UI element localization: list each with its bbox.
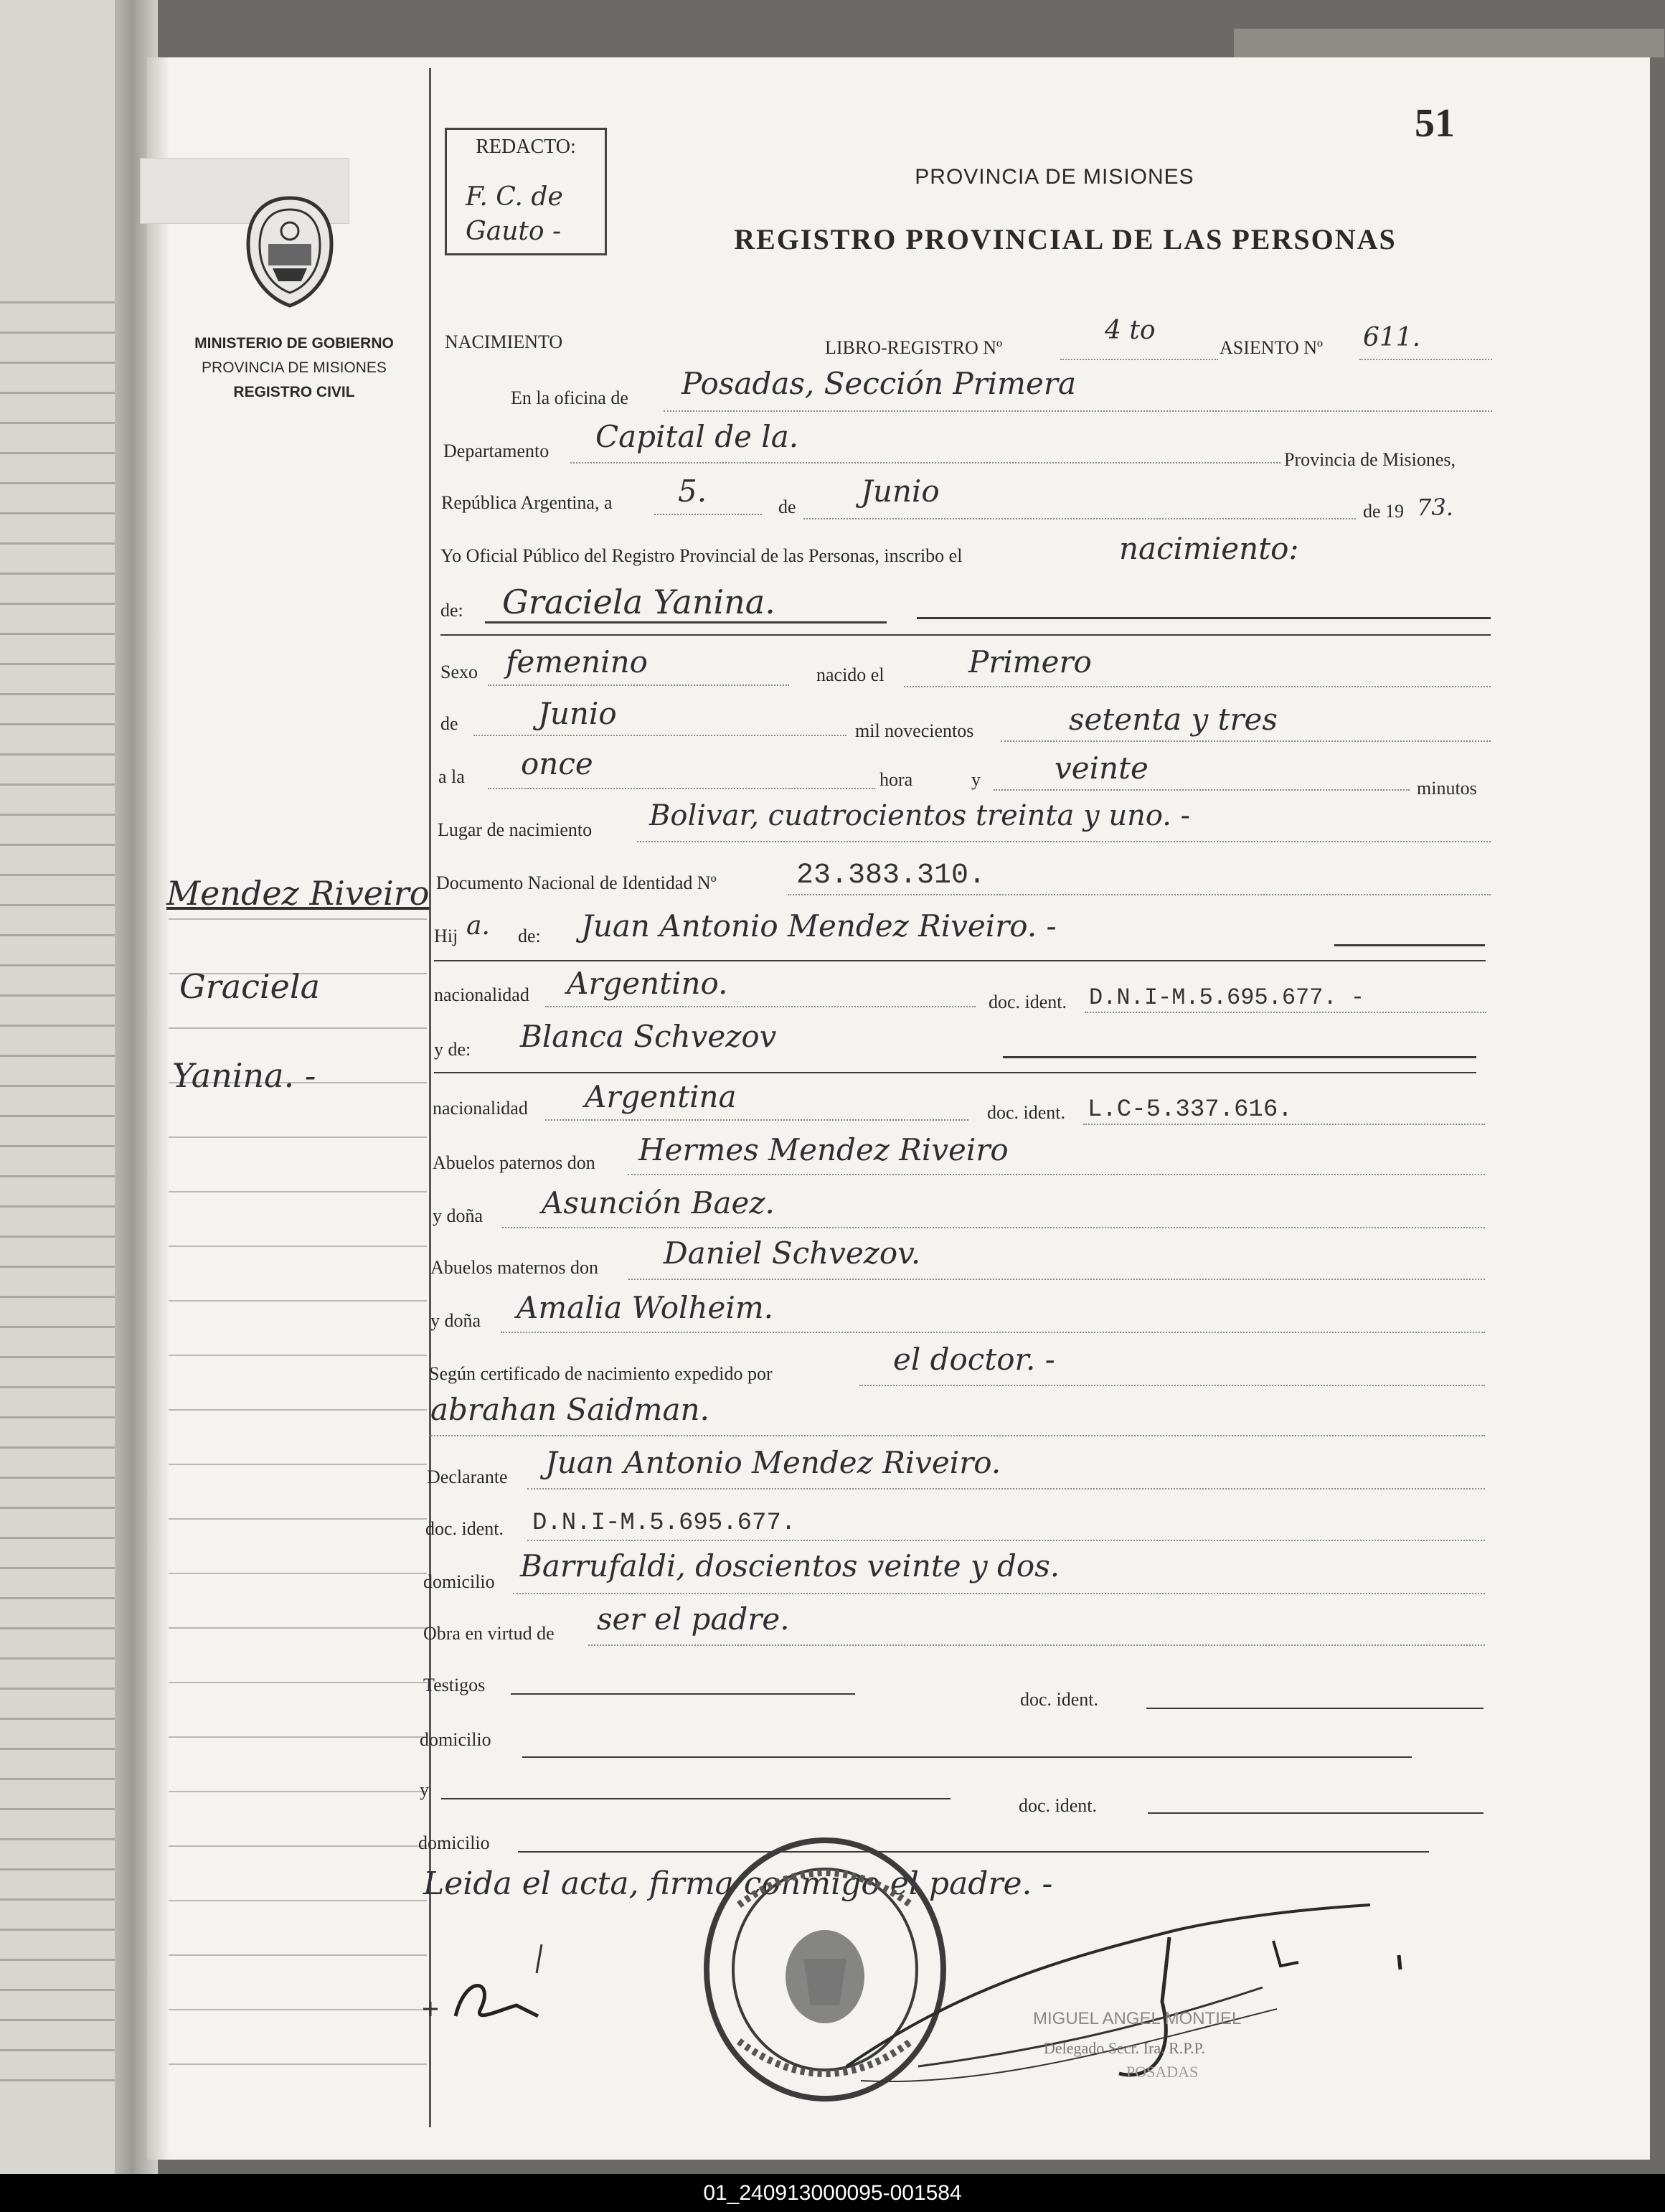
redacto-label: REDACTO: [476,136,576,158]
signatures [416,1901,1506,2109]
redacto-value: F. C. de Gauto - [466,182,563,246]
label-anio: de 19 [1363,501,1405,522]
value-madre: Blanca Schvezov [520,1019,777,1054]
label-doc-ident-madre: doc. ident. [987,1102,1066,1123]
value-abuela-paterna: Asunción Baez. [542,1185,775,1220]
label-abuelos-maternos: Abuelos maternos don [430,1257,598,1278]
label-y-de: y de: [434,1039,471,1060]
label-abuela-materna: y doña [430,1310,481,1331]
value-declarante: Juan Antonio Mendez Riveiro. [545,1445,1001,1480]
official-title: Delegado Secr. Ira. R.P.P. [1044,2039,1205,2057]
ministry-line1: MINISTERIO DE GOBIERNO [194,335,394,352]
label-doc-ident-testigo2: doc. ident. [1019,1795,1098,1816]
value-nombre: Graciela Yanina. [502,583,775,621]
label-domicilio-testigo2: domicilio [418,1832,490,1853]
image-id-footer: 01_240913000095-001584 [0,2174,1665,2212]
value-doc-padre: D.N.I-M.5.695.677. - [1089,984,1365,1011]
label-y-hora: y [971,769,981,790]
margin-second-name: Yanina. - [172,1056,316,1095]
label-de-nombre: de: [440,600,463,621]
label-nacido: nacido el [816,664,885,685]
label-y-testigo2: y [420,1779,429,1800]
value-hijo-letra: a. [466,911,490,941]
label-de-mes: de [778,496,796,517]
label-nacimiento: NACIMIENTO [445,331,563,352]
value-abuelo-materno: Daniel Schvezov. [664,1236,921,1271]
province-heading: PROVINCIA DE MISIONES [915,165,1194,189]
page-number: 51 [1415,101,1455,146]
value-oficina: Posadas, Sección Primera [681,366,1076,401]
value-doc-madre: L.C-5.337.616. [1088,1096,1293,1124]
label-domicilio-testigo1: domicilio [420,1729,491,1750]
ministry-block [165,331,423,405]
label-nacionalidad-madre: nacionalidad [433,1098,528,1119]
value-obra: ser el padre. [597,1601,790,1637]
value-certificado: el doctor. - [893,1342,1055,1377]
label-testigos: Testigos [423,1675,486,1695]
value-dia: 5. [678,474,707,509]
closing-statement: Leida el acta, firma conmigo el padre. - [423,1865,1053,1902]
value-mes: Junio [861,474,940,509]
value-anio: 73. [1417,494,1453,521]
value-abuela-materna: Amalia Wolheim. [517,1290,774,1325]
value-departamento: Capital de la. [595,419,799,454]
value-minutos: veinte [1055,750,1148,786]
label-yo-oficial: Yo Oficial Público del Registro Provincial de las Personas, inscribo el [440,545,963,566]
label-asiento: ASIENTO Nº [1220,337,1324,358]
label-hijo-de: de: [518,926,541,946]
value-nacionalidad-padre: Argentino. [567,966,728,1001]
value-asiento: 611. [1363,323,1421,352]
label-doc-ident-padre: doc. ident. [989,992,1067,1012]
value-inscribo: nacimiento: [1119,531,1299,566]
label-abuelos-paternos: Abuelos paternos don [433,1152,595,1173]
official-name: MIGUEL ANGEL MONTIEL [1033,2009,1242,2028]
label-provincia: Provincia de Misiones, [1284,449,1456,470]
value-nacido: Primero [968,644,1092,679]
label-mil-novecientos: mil novecientos [855,720,974,741]
value-hora: once [521,746,593,781]
registry-heading: REGISTRO PROVINCIAL DE LAS PERSONAS [734,223,1397,255]
value-lugar: Bolivar, cuatrocientos treinta y uno. - [649,799,1191,832]
margin-surname: Mendez Riveiro [166,874,430,913]
cover-edge [1234,29,1664,57]
label-departamento: Departamento [443,441,550,461]
label-declarante: Declarante [427,1467,508,1487]
label-documento: Documento Nacional de Identidad Nº [436,872,717,893]
coat-of-arms-seal [244,194,336,309]
label-segun: Según certificado de nacimiento expedido por [429,1363,773,1384]
value-nacionalidad-madre: Argentina [585,1079,737,1114]
label-hora: hora [879,769,913,790]
margin-first-name: Graciela [179,967,320,1006]
official-city: POSADAS [1126,2063,1199,2081]
value-domicilio: Barrufaldi, doscientos veinte y dos. [520,1548,1060,1583]
label-libro: LIBRO-REGISTRO Nº [825,337,1003,358]
label-lugar: Lugar de nacimiento [438,819,593,840]
value-medico: abrahan Saidman. [430,1392,709,1427]
value-documento: 23.383.310. [796,860,986,892]
label-oficina: En la oficina de [511,387,628,408]
label-minutos: minutos [1417,778,1477,799]
label-de-mes-nac: de [440,713,458,734]
value-doc-declarante: D.N.I-M.5.695.677. [532,1510,796,1537]
value-anio-nac: setenta y tres [1069,702,1278,737]
label-doc-ident-declarante: doc. ident. [425,1518,504,1539]
label-sexo: Sexo [440,662,478,682]
value-sexo: femenino [506,644,648,679]
label-republica: República Argentina, a [441,492,613,513]
ministry-line3: REGISTRO CIVIL [233,384,355,400]
value-libro: 4 to [1105,316,1156,345]
value-mes-nac: Junio [538,696,617,731]
label-doc-ident-testigo1: doc. ident. [1020,1689,1099,1710]
label-hijo: Hij [434,926,458,946]
label-domicilio-declarante: domicilio [423,1571,495,1592]
value-padre: Juan Antonio Mendez Riveiro. - [581,908,1057,943]
column-divider [429,68,431,2127]
ministry-line2: PROVINCIA DE MISIONES [202,359,387,376]
redacto-box [445,128,607,255]
label-obra: Obra en virtud de [423,1623,555,1644]
label-a-la: a la [438,766,465,787]
label-nacionalidad-padre: nacionalidad [434,984,529,1005]
label-abuela-paterna: y doña [433,1205,484,1226]
value-abuelo-paterno: Hermes Mendez Riveiro [638,1132,1009,1167]
